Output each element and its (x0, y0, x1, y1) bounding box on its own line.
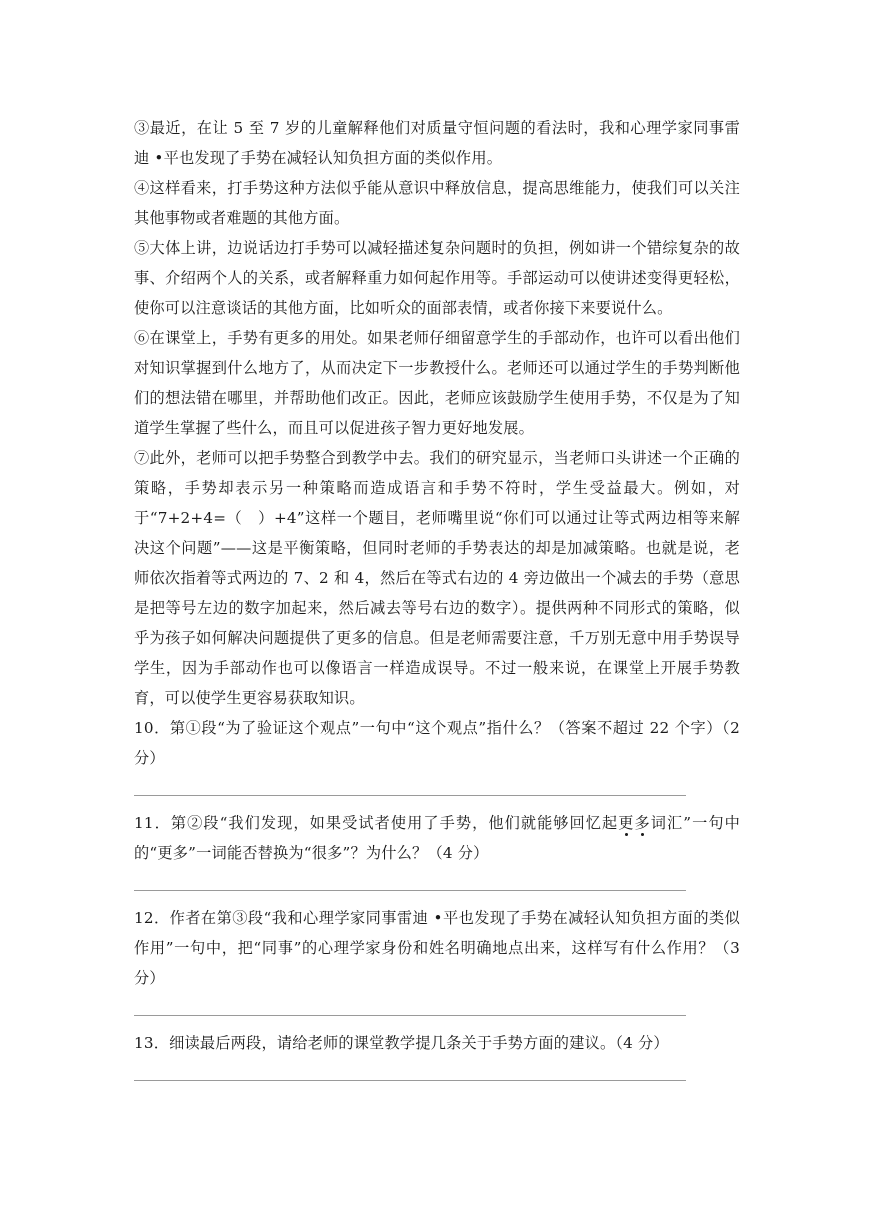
emphasis-char: 更 (618, 814, 635, 832)
document-page (134, 113, 740, 1081)
question-13: 13．细读最后两段，请给老师的课堂教学提几条关于手势方面的建议。（4 分） (134, 1034, 669, 1052)
question-11-text-start: 11．第②段“我们发现，如果受试者使用了手势，他们就能够回忆起 (134, 814, 619, 832)
answer-line-12[interactable] (134, 1015, 686, 1016)
emphasis-dotted-word (618, 814, 651, 832)
question-11-text-end: 词汇”一句中的“更多”一词能否替换为“很多”？为什么？（4 分） (134, 814, 740, 862)
emphasis-char: 多 (634, 814, 651, 832)
answer-line-10[interactable] (134, 795, 686, 796)
paragraph-4: ④这样看来，打手势这种方法似乎能从意识中释放信息，提高思维能力，使我们可以关注其他事物或者难题的其他方面。 (134, 179, 740, 227)
paragraph-3: ③最近，在让 5 至 7 岁的儿童解释他们对质量守恒问题的看法时，我和心理学家同事雷迪 •平也发现了手势在减轻认知负担方面的类似作用。 (134, 119, 740, 167)
question-10: 10．第①段“为了验证这个观点”一句中“这个观点”指什么？（答案不超过 22 个字）（2 分） (134, 719, 740, 767)
paragraph-5: ⑤大体上讲，边说话边打手势可以减轻描述复杂问题时的负担，例如讲一个错综复杂的故事、介绍两个人的关系，或者解释重力如何起作用等。手部运动可以使讲述变得更轻松，使你可以注意谈话的其他方面，比如听众的面部表情，或者你接下来要说什么。 (134, 239, 740, 317)
answer-line-13[interactable] (134, 1080, 686, 1081)
answer-line-11[interactable] (134, 890, 686, 891)
paragraph-6: ⑥在课堂上，手势有更多的用处。如果老师仔细留意学生的手部动作，也许可以看出他们对知识掌握到什么地方了，从而决定下一步教授什么。老师还可以通过学生的手势判断他们的想法错在哪里，并帮助他们改正。因此，老师应该鼓励学生使用手势，不仅是为了知道学生掌握了些什么，而且可以促进孩子智力更好地发展。 (134, 329, 740, 437)
question-12: 12．作者在第③段“我和心理学家同事雷迪 •平也发现了手势在减轻认知负担方面的类似作用”一句中，把“同事”的心理学家身份和姓名明确地点出来，这样写有什么作用？（3 分） (134, 909, 740, 987)
paragraph-7: ⑦此外，老师可以把手势整合到教学中去。我们的研究显示，当老师口头讲述一个正确的策略，手势却表示另一种策略而造成语言和手势不符时，学生受益最大。例如，对于“7+2+4=（ ）+4”这样一个题目，老师嘴里说“你们可以通过让等式两边相等来解决这个问题”——这是平衡策略，但同时老师的手势表达的却是加减策略。也就是说，老师依次指着等式两边的 7、2 和 4，然后在等式右边的 4 旁边做出一个减去的手势（意思是把等号左边的数字加起来，然后减去等号右边的数字）。提供两种不同形式的策略，似乎为孩子如何解决问题提供了更多的信息。但是老师需要注意，千万别无意中用手势误导学生，因为手部动作也可以像语言一样造成误导。不过一般来说，在课堂上开展手势教育，可以使学生更容易获取知识。 (134, 449, 740, 707)
question-11 (134, 808, 740, 868)
